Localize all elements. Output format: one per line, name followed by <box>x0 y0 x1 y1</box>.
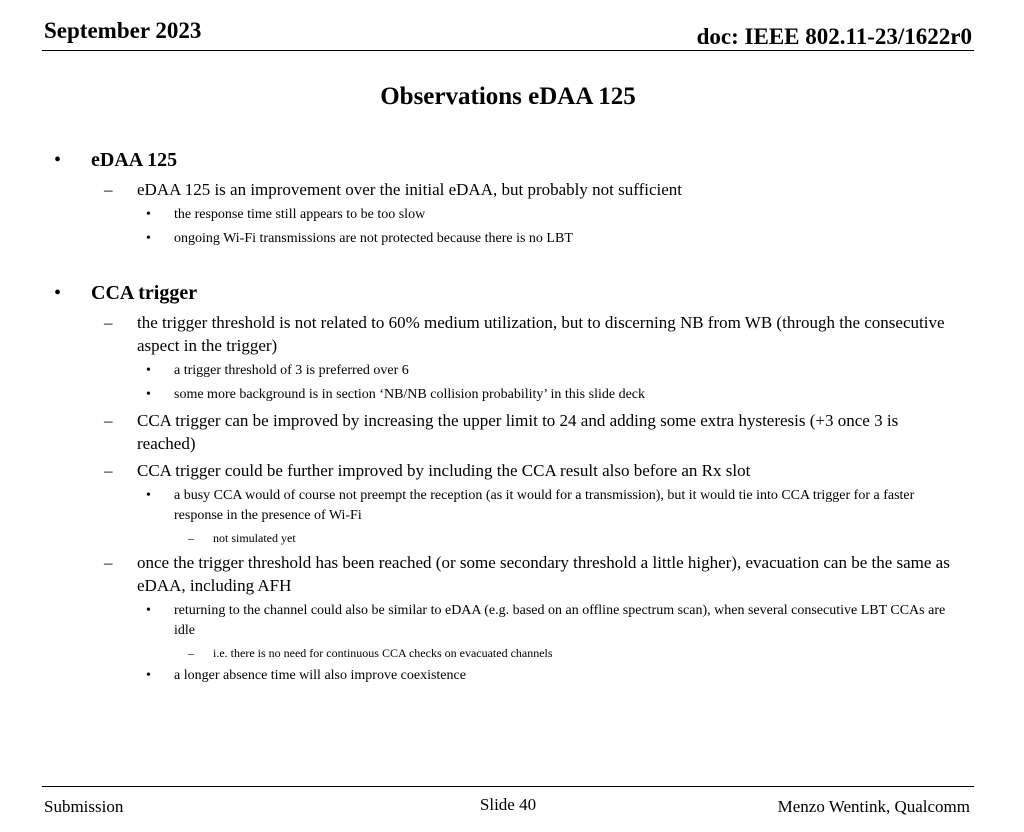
sub-point-text: i.e. there is no need for continuous CCA checks on evacuated channels <box>213 646 553 660</box>
sub-bullet <box>104 178 958 201</box>
point <box>146 601 958 641</box>
point <box>146 486 958 526</box>
sub-bullet-text: CCA trigger could be further improved by including the CCA result also before an Rx slot <box>137 461 751 480</box>
point-text: some more background is in section ‘NB/NB collision probability’ in this slide deck <box>174 387 646 402</box>
point-text: the response time still appears to be too slow <box>174 207 426 222</box>
bullet-marker: • <box>146 603 151 618</box>
point-text: returning to the channel could also be similar to eDAA (e.g. based on an offline spectrum scan), when several consecutive LBT CCAs are idle <box>174 603 946 638</box>
footer-submission: Submission <box>44 797 124 816</box>
bullet-edaa125 <box>54 146 1024 174</box>
dash-marker: – <box>104 411 113 430</box>
point <box>146 229 958 249</box>
point-text: a trigger threshold of 3 is preferred over 6 <box>174 363 409 378</box>
point <box>146 361 958 381</box>
point <box>146 205 958 225</box>
footer-divider <box>42 786 974 787</box>
slide-content <box>0 146 1024 686</box>
bullet-marker: • <box>54 282 62 304</box>
header-divider <box>42 50 974 51</box>
sub-point-text: not simulated yet <box>213 531 296 545</box>
bullet-marker: • <box>146 363 151 378</box>
sub-bullet <box>104 409 958 455</box>
bullet-marker: • <box>146 668 151 683</box>
dash-marker: – <box>104 461 113 480</box>
dash-marker: – <box>104 313 113 332</box>
dash-marker: – <box>104 553 113 572</box>
sub-bullet <box>104 551 958 597</box>
bullet-heading: eDAA 125 <box>91 149 178 171</box>
point-text: a busy CCA would of course not preempt the reception (as it would for a transmission), but it would tie into CCA trigger for a faster response in the presence of Wi-Fi <box>174 488 915 523</box>
dash-marker: – <box>188 646 194 660</box>
bullet-cca-trigger <box>54 279 1024 307</box>
bullet-marker: • <box>146 207 151 222</box>
dash-marker: – <box>188 531 194 545</box>
slide-title: Observations eDAA 125 <box>380 83 636 110</box>
slide-number: Slide 40 <box>479 795 537 814</box>
point-text: ongoing Wi-Fi transmissions are not protected because there is no LBT <box>174 231 573 246</box>
dash-marker: – <box>104 180 113 199</box>
header-date: September 2023 <box>44 18 202 43</box>
point <box>146 666 958 686</box>
point <box>146 385 958 405</box>
sub-bullet-text: once the trigger threshold has been reached (or some secondary threshold a little higher), evacuation can be the same as eDAA, including AFH <box>137 553 950 595</box>
point-text: a longer absence time will also improve coexistence <box>174 668 466 683</box>
bullet-marker: • <box>54 149 62 171</box>
sub-point <box>188 644 958 662</box>
sub-bullet-text: the trigger threshold is not related to 60% medium utilization, but to discerning NB from WB (through the consecutive aspect in the trigger) <box>137 313 945 355</box>
bullet-marker: • <box>146 488 151 503</box>
sub-bullet <box>104 459 958 482</box>
sub-bullet-text: CCA trigger can be improved by increasing the upper limit to 24 and adding some extra hysteresis (+3 once 3 is reached) <box>137 411 899 453</box>
sub-bullet <box>104 311 958 357</box>
bullet-marker: • <box>146 231 151 246</box>
sub-point <box>188 529 958 547</box>
sub-bullet-text: eDAA 125 is an improvement over the initial eDAA, but probably not sufficient <box>137 180 682 199</box>
header-doc-id: doc: IEEE 802.11-23/1622r0 <box>696 24 972 49</box>
bullet-heading: CCA trigger <box>91 282 198 304</box>
footer-author: Menzo Wentink, Qualcomm <box>777 797 970 816</box>
bullet-marker: • <box>146 387 151 402</box>
